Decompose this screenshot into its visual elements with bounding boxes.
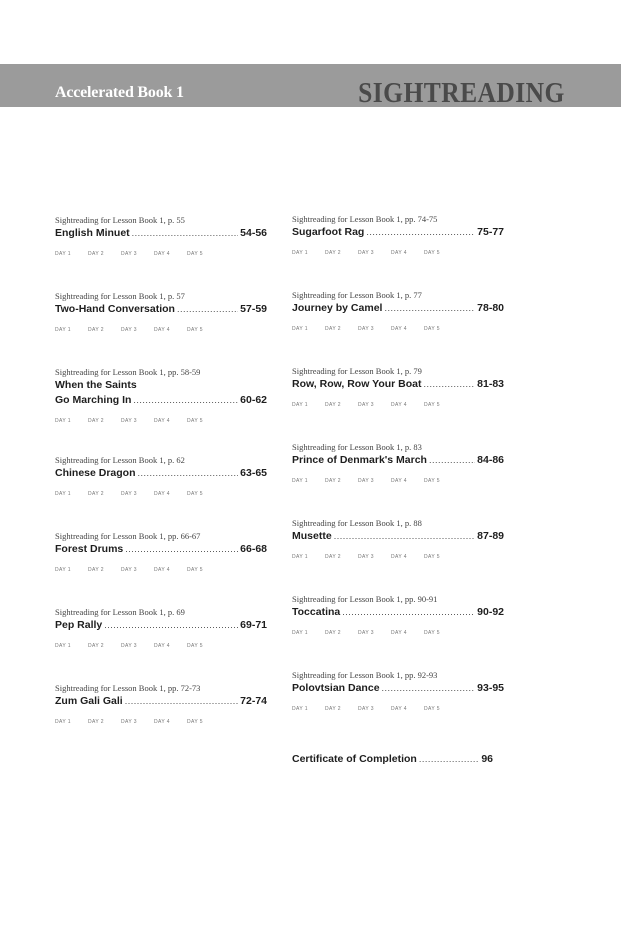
leader-dots: [132, 226, 238, 240]
day-label: DAY 5: [424, 250, 440, 256]
piece-title: Toccatina: [292, 606, 341, 618]
day-label: DAY 5: [187, 418, 203, 424]
day-label: DAY 1: [292, 630, 308, 636]
day-label: DAY 4: [391, 478, 407, 484]
day-label: DAY 2: [325, 630, 341, 636]
page-range: 66-68: [240, 543, 267, 555]
day-label: DAY 5: [424, 706, 440, 712]
book-title: Accelerated Book 1: [55, 84, 184, 101]
day-label: DAY 3: [121, 327, 137, 333]
section-title: SIGHTREADING: [358, 77, 565, 109]
day-label: DAY 3: [121, 251, 137, 257]
day-label: DAY 1: [55, 567, 71, 573]
lesson-reference: Sightreading for Lesson Book 1, p. 77: [292, 290, 422, 300]
piece-title: Forest Drums: [55, 543, 124, 555]
title-line: [55, 694, 267, 708]
piece-title: Row, Row, Row Your Boat: [292, 378, 422, 390]
day-label: DAY 4: [154, 719, 170, 725]
page-range: 93-95: [477, 682, 504, 694]
toc-entry: [55, 607, 267, 649]
certificate-entry: [292, 753, 493, 765]
piece-title: English Minuet: [55, 227, 130, 239]
title-line: [292, 453, 504, 467]
day-label: DAY 1: [55, 491, 71, 497]
day-label: DAY 1: [292, 250, 308, 256]
day-label: DAY 4: [154, 567, 170, 573]
day-checklist: [292, 706, 504, 712]
lesson-reference: Sightreading for Lesson Book 1, p. 57: [55, 291, 185, 301]
day-label: DAY 4: [391, 402, 407, 408]
day-label: DAY 5: [187, 251, 203, 257]
leader-dots: [366, 225, 475, 239]
day-label: DAY 2: [88, 418, 104, 424]
page-range: 90-92: [477, 606, 504, 618]
certificate-title: Certificate of Completion: [292, 753, 417, 765]
lesson-reference: Sightreading for Lesson Book 1, pp. 74-75: [292, 214, 438, 224]
day-label: DAY 2: [325, 250, 341, 256]
title-line: [55, 302, 267, 316]
day-checklist: [55, 491, 267, 497]
toc-entry: [55, 683, 267, 725]
day-checklist: [292, 478, 504, 484]
day-label: DAY 1: [292, 402, 308, 408]
day-label: DAY 2: [88, 491, 104, 497]
leader-dots: [177, 302, 238, 316]
title-line: [292, 529, 504, 543]
toc-entry: [292, 442, 504, 484]
day-label: DAY 4: [154, 491, 170, 497]
page-range: 54-56: [240, 227, 267, 239]
day-label: DAY 1: [55, 719, 71, 725]
day-label: DAY 5: [187, 327, 203, 333]
day-label: DAY 4: [154, 327, 170, 333]
piece-title-continued: Go Marching In: [55, 394, 132, 406]
day-label: DAY 4: [391, 250, 407, 256]
lesson-reference: Sightreading for Lesson Book 1, p. 88: [292, 518, 422, 528]
toc-entry: [292, 670, 504, 712]
toc-entry: [55, 531, 267, 573]
piece-title: Musette: [292, 530, 332, 542]
leader-dots: [419, 754, 479, 764]
day-label: DAY 1: [292, 326, 308, 332]
day-label: DAY 3: [121, 719, 137, 725]
day-label: DAY 3: [358, 554, 374, 560]
toc-entry: [292, 518, 504, 560]
lesson-reference: Sightreading for Lesson Book 1, pp. 72-73: [55, 683, 201, 693]
day-label: DAY 3: [358, 250, 374, 256]
day-label: DAY 3: [358, 478, 374, 484]
toc-entry: [292, 594, 504, 636]
day-label: DAY 4: [391, 326, 407, 332]
leader-dots: [133, 393, 238, 407]
toc-entry: [292, 366, 504, 408]
day-label: DAY 1: [55, 251, 71, 257]
piece-title: Chinese Dragon: [55, 467, 136, 479]
day-label: DAY 1: [292, 554, 308, 560]
lesson-reference: Sightreading for Lesson Book 1, pp. 92-93: [292, 670, 438, 680]
lesson-reference: Sightreading for Lesson Book 1, p. 55: [55, 215, 185, 225]
day-label: DAY 4: [391, 706, 407, 712]
piece-title: Zum Gali Gali: [55, 695, 123, 707]
toc-entry: [55, 291, 267, 333]
day-checklist: [55, 327, 267, 333]
day-label: DAY 3: [121, 491, 137, 497]
day-label: DAY 2: [325, 326, 341, 332]
day-checklist: [292, 402, 504, 408]
page-range: 57-59: [240, 303, 267, 315]
day-checklist: [292, 250, 504, 256]
day-label: DAY 3: [121, 643, 137, 649]
title-line: [292, 605, 504, 619]
day-label: DAY 2: [88, 719, 104, 725]
leader-dots: [125, 542, 238, 556]
day-label: DAY 5: [424, 554, 440, 560]
day-label: DAY 1: [55, 418, 71, 424]
day-label: DAY 1: [292, 706, 308, 712]
lesson-reference: Sightreading for Lesson Book 1, p. 69: [55, 607, 185, 617]
page-range: 60-62: [240, 394, 267, 406]
day-label: DAY 4: [391, 630, 407, 636]
day-checklist: [55, 418, 267, 424]
day-label: DAY 1: [55, 643, 71, 649]
day-label: DAY 5: [187, 643, 203, 649]
title-line: [55, 226, 267, 240]
page-range: 78-80: [477, 302, 504, 314]
leader-dots: [382, 681, 476, 695]
title-line: [55, 542, 267, 556]
toc-entry: [292, 290, 504, 332]
leader-dots: [429, 453, 475, 467]
piece-title: Polovtsian Dance: [292, 682, 380, 694]
lesson-reference: Sightreading for Lesson Book 1, pp. 58-59: [55, 367, 201, 377]
day-label: DAY 2: [88, 643, 104, 649]
day-checklist: [292, 630, 504, 636]
day-checklist: [55, 567, 267, 573]
day-checklist: [55, 251, 267, 257]
title-line: [292, 681, 504, 695]
day-label: DAY 4: [154, 418, 170, 424]
title-line: [292, 225, 504, 239]
day-label: DAY 4: [391, 554, 407, 560]
day-checklist: [292, 326, 504, 332]
day-label: DAY 3: [358, 630, 374, 636]
day-label: DAY 5: [187, 719, 203, 725]
day-label: DAY 5: [424, 630, 440, 636]
page-range: 72-74: [240, 695, 267, 707]
day-label: DAY 1: [55, 327, 71, 333]
day-label: DAY 2: [325, 554, 341, 560]
toc-right-column: [292, 214, 504, 746]
lesson-reference: Sightreading for Lesson Book 1, p. 83: [292, 442, 422, 452]
title-line: [55, 466, 267, 480]
day-label: DAY 2: [88, 251, 104, 257]
day-checklist: [55, 719, 267, 725]
lesson-reference: Sightreading for Lesson Book 1, p. 62: [55, 455, 185, 465]
page-range: 63-65: [240, 467, 267, 479]
day-label: DAY 3: [358, 706, 374, 712]
leader-dots: [384, 301, 475, 315]
toc-entry: [292, 214, 504, 256]
page-range: 84-86: [477, 454, 504, 466]
page-range: 75-77: [477, 226, 504, 238]
leader-dots: [424, 377, 476, 391]
toc-left-column: [55, 215, 267, 759]
day-checklist: [55, 643, 267, 649]
day-label: DAY 2: [88, 327, 104, 333]
leader-dots: [125, 694, 238, 708]
toc-entry: [55, 367, 267, 424]
leader-dots: [104, 618, 238, 632]
day-label: DAY 2: [88, 567, 104, 573]
day-label: DAY 1: [292, 478, 308, 484]
day-label: DAY 3: [121, 567, 137, 573]
day-label: DAY 5: [424, 402, 440, 408]
day-label: DAY 5: [187, 567, 203, 573]
title-line: [292, 301, 504, 315]
day-label: DAY 2: [325, 478, 341, 484]
page-range: 87-89: [477, 530, 504, 542]
lesson-reference: Sightreading for Lesson Book 1, pp. 90-91: [292, 594, 438, 604]
piece-title: Sugarfoot Rag: [292, 226, 365, 238]
leader-dots: [334, 529, 475, 543]
day-label: DAY 5: [424, 326, 440, 332]
toc-entry: [55, 215, 267, 257]
lesson-reference: Sightreading for Lesson Book 1, p. 79: [292, 366, 422, 376]
day-checklist: [292, 554, 504, 560]
day-label: DAY 3: [358, 326, 374, 332]
piece-title: Journey by Camel: [292, 302, 383, 314]
day-label: DAY 5: [187, 491, 203, 497]
certificate-page: 96: [481, 753, 493, 765]
day-label: DAY 3: [121, 418, 137, 424]
piece-title: When the Saints: [55, 379, 137, 391]
title-line: [55, 618, 267, 632]
lesson-reference: Sightreading for Lesson Book 1, pp. 66-67: [55, 531, 201, 541]
leader-dots: [342, 605, 475, 619]
leader-dots: [138, 466, 239, 480]
piece-title: Two-Hand Conversation: [55, 303, 175, 315]
title-line: [292, 377, 504, 391]
header-banner: [0, 64, 621, 107]
toc-entry: [55, 455, 267, 497]
page-range: 69-71: [240, 619, 267, 631]
piece-title: Prince of Denmark's March: [292, 454, 427, 466]
day-label: DAY 3: [358, 402, 374, 408]
day-label: DAY 4: [154, 251, 170, 257]
day-label: DAY 2: [325, 706, 341, 712]
title-line: [55, 393, 267, 407]
piece-title: Pep Rally: [55, 619, 103, 631]
day-label: DAY 4: [154, 643, 170, 649]
day-label: DAY 2: [325, 402, 341, 408]
page-range: 81-83: [477, 378, 504, 390]
day-label: DAY 5: [424, 478, 440, 484]
